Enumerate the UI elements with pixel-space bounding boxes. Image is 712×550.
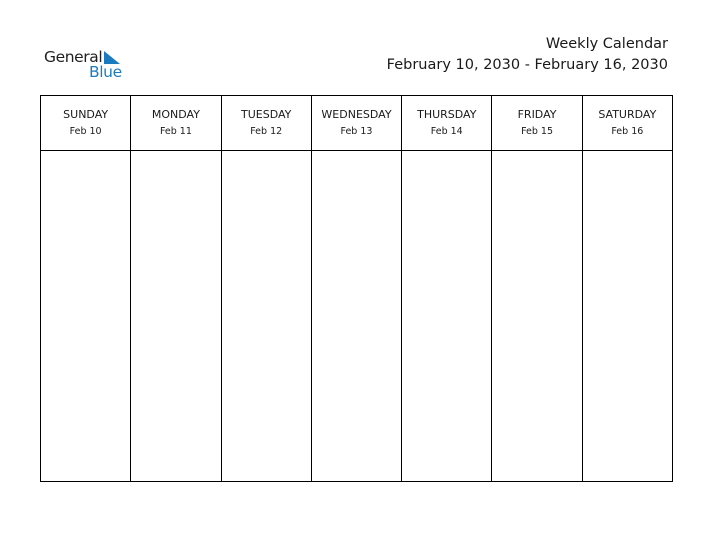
generalblue-logo — [44, 47, 134, 83]
day-name: SUNDAY — [63, 108, 109, 121]
day-column-saturday — [582, 96, 672, 481]
day-cell[interactable] — [492, 151, 581, 481]
day-column-tuesday — [221, 96, 311, 481]
calendar-header — [387, 34, 668, 76]
day-cell[interactable] — [402, 151, 491, 481]
day-column-thursday — [401, 96, 491, 481]
day-header — [131, 96, 220, 151]
day-name: FRIDAY — [517, 108, 557, 121]
day-cell[interactable] — [583, 151, 672, 481]
day-name: SATURDAY — [598, 108, 657, 121]
day-date: Feb 11 — [159, 126, 192, 137]
day-date: Feb 10 — [69, 126, 102, 137]
day-cell[interactable] — [131, 151, 220, 481]
day-date: Feb 12 — [250, 126, 283, 137]
day-name: THURSDAY — [417, 108, 477, 121]
day-header — [41, 96, 130, 151]
day-header — [492, 96, 581, 151]
day-date: Feb 16 — [611, 126, 644, 137]
day-header — [312, 96, 401, 151]
day-date: Feb 13 — [340, 126, 373, 137]
day-header — [583, 96, 672, 151]
day-column-sunday — [41, 96, 130, 481]
day-cell[interactable] — [41, 151, 130, 481]
weekly-calendar-grid — [40, 95, 673, 482]
day-column-friday — [491, 96, 581, 481]
logo-word-blue: Blue — [89, 63, 122, 81]
day-name: MONDAY — [151, 108, 200, 121]
logo-word-general: General — [44, 48, 103, 66]
day-header — [402, 96, 491, 151]
calendar-date-range: February 10, 2030 - February 16, 2030 — [386, 57, 668, 73]
day-header — [222, 96, 311, 151]
day-name: TUESDAY — [241, 108, 292, 121]
day-cell[interactable] — [222, 151, 311, 481]
day-date: Feb 15 — [521, 126, 554, 137]
day-column-wednesday — [311, 96, 401, 481]
day-name: WEDNESDAY — [321, 108, 392, 121]
day-date: Feb 14 — [430, 126, 463, 137]
day-column-monday — [130, 96, 220, 481]
day-cell[interactable] — [312, 151, 401, 481]
calendar-title: Weekly Calendar — [545, 36, 668, 52]
